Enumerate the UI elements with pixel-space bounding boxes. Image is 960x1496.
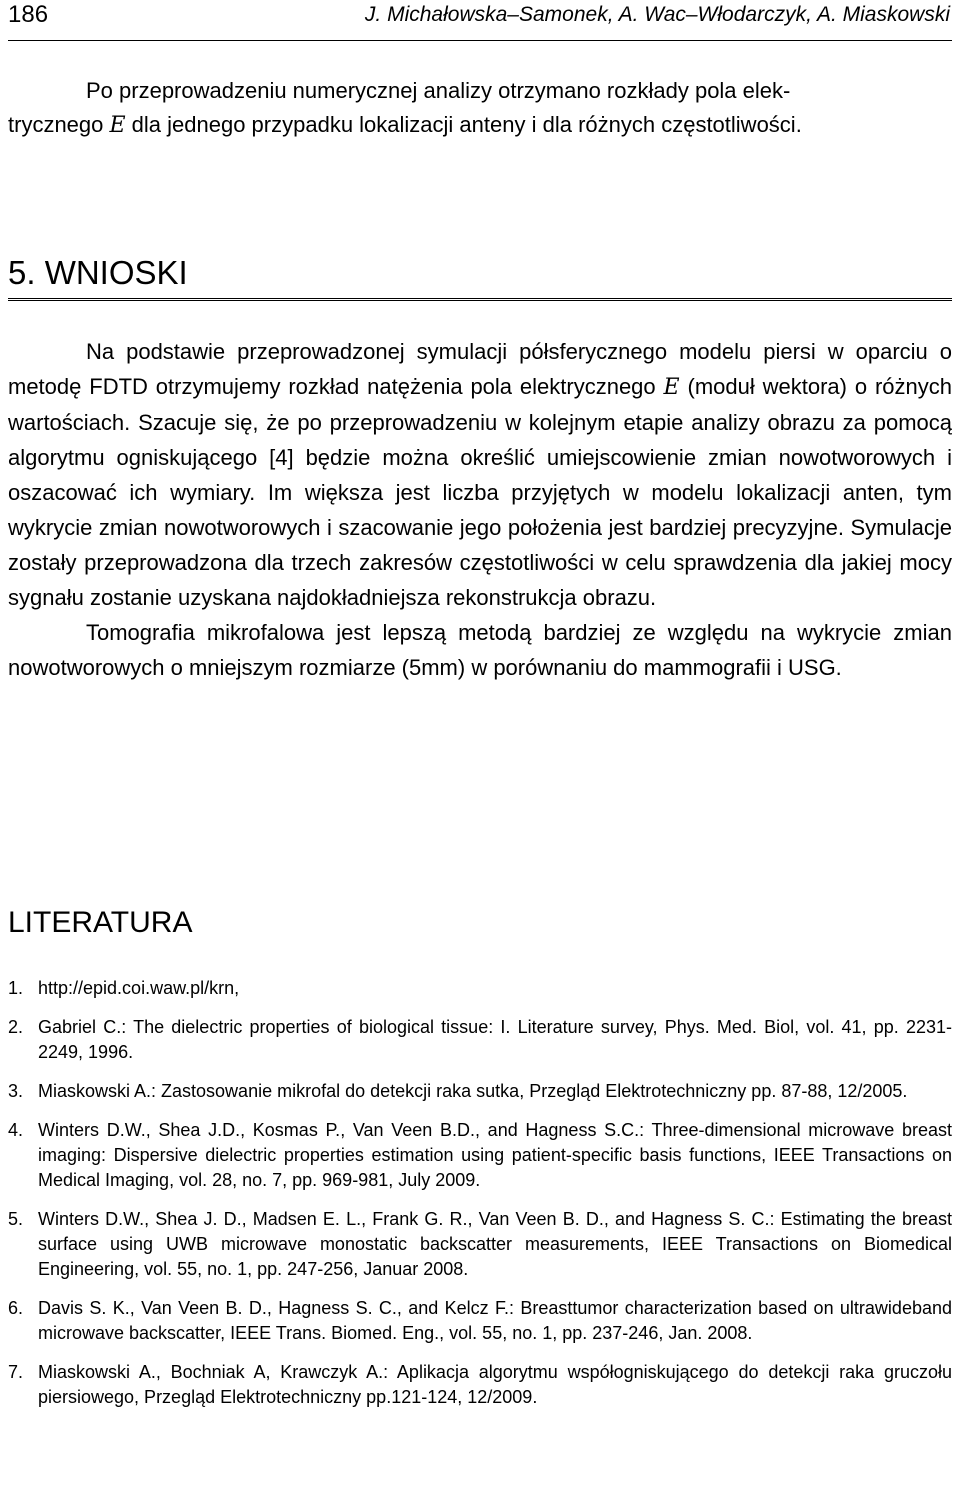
reference-number: 4. [8,1120,24,1140]
reference-item [8,1296,952,1346]
intro-line-2-start: trycznego [8,112,110,137]
conclusions-paragraph-2: Tomografia mikrofalowa jest lepszą metodą bardziej ze względu na wykrycie zmian nowotworowych o mniejszym rozmiarze (5mm) w porównaniu do mammografii i USG. [8,620,952,680]
reference-number: 1. [8,978,24,998]
reference-text: Davis S. K., Van Veen B. D., Hagness S. C., and Kelcz F.: Breasttumor characterization based on ultrawideband microwave backscatter, IEEE Trans. Biomed. Eng., vol. 55, no. 1, pp. 237-246, Jan. 2008. [38,1298,952,1343]
reference-item [8,1015,952,1065]
reference-item [8,1360,952,1410]
reference-number: 3. [8,1081,24,1101]
intro-math-symbol: E [109,113,126,138]
reference-item [8,976,952,1001]
reference-item [8,1079,952,1104]
intro-line-1: Po przeprowadzeniu numerycznej analizy otrzymano rozkłady pola elek- [86,78,791,103]
reference-text: Winters D.W., Shea J. D., Madsen E. L., Frank G. R., Van Veen B. D., and Hagness S. C.: Estimating the breast surface using UWB microwave monostatic backscatter measurements, IEEE Transactions on Biomedical Engineering, vol. 55, no. 1, pp. 247-256, Januar 2008. [38,1209,952,1279]
reference-text: http://epid.coi.waw.pl/krn, [38,978,240,998]
intro-line-2-end: dla jednego przypadku lokalizacji anteny i dla różnych częstotliwości. [125,112,802,137]
conclusions-p1-start: Na podstawie przeprowadzonej symulacji półsferycznego modelu piersi w oparciu o metodę FDTD otrzymujemy rozkład natężenia pola elektrycznego [8,339,952,399]
page-number: 186 [8,1,49,28]
reference-text: Gabriel C.: The dielectric properties of biological tissue: I. Literature survey, Phys. Med. Biol, vol. 41, pp. 2231-2249, 1996. [38,1017,952,1062]
reference-number: 7. [8,1362,24,1382]
conclusions-body [8,334,952,685]
reference-text: Miaskowski A., Bochniak A, Krawczyk A.: Aplikacja algorytmu współogniskującego do detekcji raka gruczołu piersiowego, Przegląd Elektrotechniczny pp.121-124, 12/2009. [38,1362,952,1407]
page-header [8,0,952,41]
conclusions-p1-end: (moduł wektora) o różnych wartościach. Szacuje się, że po przeprowadzeniu w kolejnym etapie analizy obrazu za pomocą algorytmu ogniskującego [4] będzie można określić umiejscowienie zmian nowotworowych i oszacować ich wymiary. Im większa jest liczba przyjętych w modelu lokalizacji anten, tym wykrycie zmian nowotworowych i szacowanie jego położenia jest bardziej precyzyjne. Symulacje zostały przeprowadzona dla trzech zakresów częstotliwości w celu sprawdzenia dla jakiej mocy sygnału zostanie uzyskana najdokładniejsza rekonstrukcja obrazu. [8,374,952,610]
reference-number: 6. [8,1298,24,1318]
section-title-conclusions: 5. WNIOSKI [8,250,952,301]
reference-item [8,1118,952,1193]
reference-list [8,976,952,1424]
running-head-authors: J. Michałowska–Samonek, A. Wac–Włodarczyk, A. Miaskowski [364,3,950,26]
reference-text: Miaskowski A.: Zastosowanie mikrofal do detekcji raka sutka, Przegląd Elektrotechniczny pp. 87-88, 12/2005. [38,1081,908,1101]
reference-text: Winters D.W., Shea J.D., Kosmas P., Van Veen B.D., and Hagness S.C.: Three-dimensional microwave breast imaging: Dispersive dielectric properties estimation using patient-specific basis functions, IEEE Transactions on Medical Imaging, vol. 28, no. 7, pp. 969-981, July 2009. [38,1120,952,1190]
reference-number: 5. [8,1209,24,1229]
reference-item [8,1207,952,1282]
conclusions-math-symbol: E [663,375,680,400]
intro-paragraph [8,74,952,143]
literature-title: LITERATURA [8,906,193,939]
conclusions-paragraph-1 [8,334,952,615]
reference-number: 2. [8,1017,24,1037]
